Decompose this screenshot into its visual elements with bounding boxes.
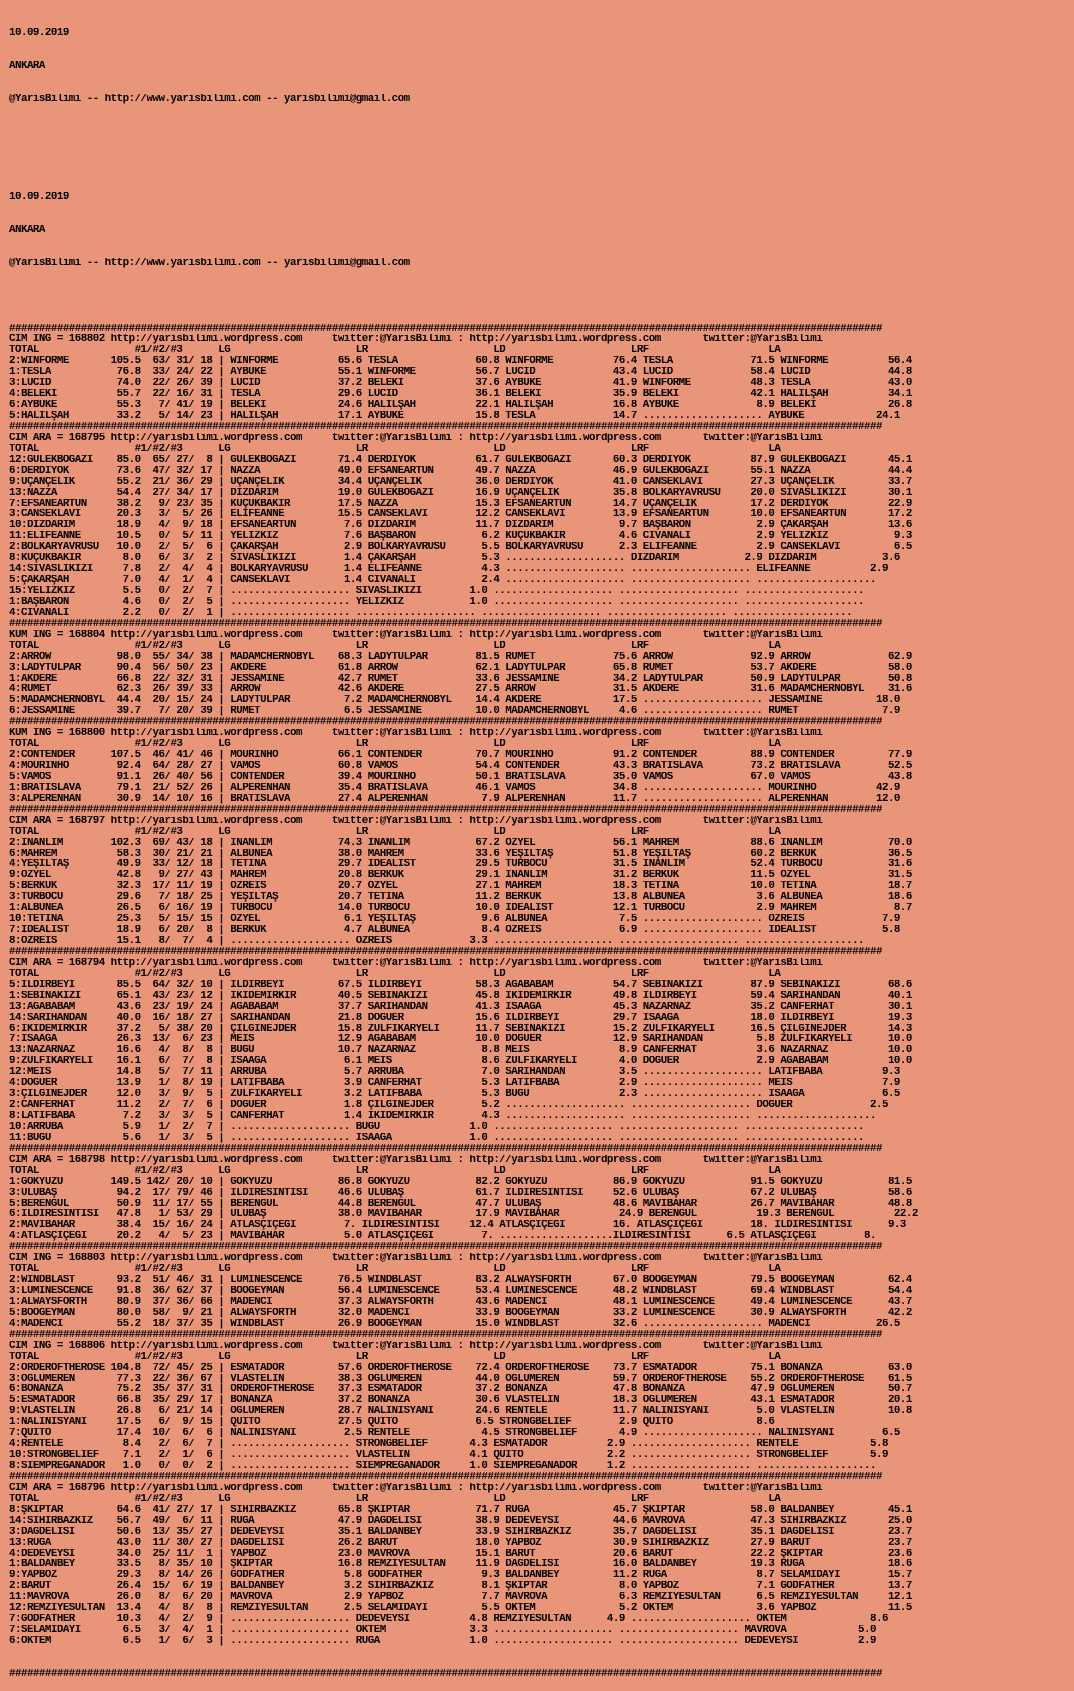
table-row: 8:KUÇUKBAKIR 8.0 6/ 3/ 2 | SİVASLIKIZI 1.4 ÇAKARŞAH 5.3 .................... DİZDARIM 2.9 DİZDARIM 3.6 xyxy=(9,553,900,565)
table-row: 2:CONTENDER 107.5 46/ 41/ 46 | MOURINHO 66.1 CONTENDER 70.7 MOURINHO 91.2 CONTENDER 88.9 CONTENDER 77.9 xyxy=(9,750,912,761)
table-row: 6:MAHREM 58.3 30/ 21/ 21 | ALBUNEA 38.0 MAHREM 33.6 YEŞİLTAŞ 51.8 YEŞİLTAŞ 60.2 BERKUK 36.5 xyxy=(9,848,912,860)
report-date: 10.09.2019 xyxy=(9,27,69,39)
section-separator: ################################################################################################################################################## xyxy=(9,804,882,816)
table-row: 8:ŞKIPTAR 64.6 41/ 27/ 17 | SIHIRBAZKIZ 65.8 ŞKIPTAR 71.7 RUGA 45.7 ŞKIPTAR 58.0 BALDANBEY 45.1 xyxy=(9,1504,912,1516)
table-row: 6:AYBUKE 55.3 7/ 41/ 19 | BELEKİ 24.6 HALILŞAH 22.1 HALILŞAH 16.8 AYBUKE 8.9 BELEKİ 26.8 xyxy=(9,400,912,411)
race-title: CIM ING = 168802 http://yarisbilimi.wordpress.com twitter:@YarisBilimi : http://yarisbilimi.wordpress.com twitter:@YarisBilimi xyxy=(9,334,823,346)
blank-line xyxy=(9,159,918,170)
race-section xyxy=(9,422,918,619)
section-separator: ################################################################################################################################################## xyxy=(9,717,882,729)
table-row: 2:İNANLIM 102.3 69/ 43/ 18 | İNANLIM 74.3 İNANLIM 67.2 ÖZYEL 56.1 MAHREM 88.6 İNANLIM 70.0 xyxy=(9,837,912,849)
report-city: ANKARA xyxy=(9,224,45,236)
table-row: 2:ARROW 98.0 55/ 34/ 38 | MADAMCHERNOBYL 68.3 LADYTULPAR 81.5 RUMET 75.6 ARROW 92.9 ARROW 62.9 xyxy=(9,651,912,663)
table-row: 7:SELAMIDAYI 6.5 3/ 4/ 1 | .................... OKTEM 3.3 .................... .................... MAVROVA 5.0 xyxy=(9,1625,876,1636)
table-row: 4:RUMET 62.3 26/ 39/ 33 | ARROW 42.6 AKDERE 27.5 ARROW 31.5 AKDERE 31.6 MADAMCHERNOBYL 31.6 xyxy=(9,684,912,696)
table-row: 2:WINFORME 105.5 63/ 31/ 18 | WINFORME 65.6 TESLA 60.8 WINFORME 76.4 TESLA 71.5 WINFORME 56.4 xyxy=(9,356,912,368)
race-sections xyxy=(9,324,918,1647)
table-row: 13:RUGA 43.0 11/ 30/ 27 | DAGDELİSİ 26.2 BARUT 18.0 YAPBOZ 30.9 SIHIRBAZKIZ 27.9 BARUT 23.7 xyxy=(9,1537,912,1549)
table-row: 1:BALDANBEY 33.5 8/ 35/ 10 | ŞKIPTAR 16.8 REMZIYESULTAN 11.9 DAGDELİSİ 16.0 BALDANBEY 19.3 RUGA 18.6 xyxy=(9,1559,912,1571)
table-row: 4:YEŞİLTAŞ 49.9 33/ 12/ 18 | TETİNA 29.7 İDEALİST 29.5 TURBOCU 31.5 İNANLIM 52.4 TURBOCU 31.6 xyxy=(9,859,912,871)
table-row: 12:MEİS 14.8 5/ 7/ 11 | ARRUBA 5.7 ARRUBA 7.0 SARIHANDAN 3.5 .................... LATİFBABA 9.3 xyxy=(9,1067,900,1079)
race-section xyxy=(9,324,918,422)
table-row: 10:ARRUBA 5.9 1/ 2/ 7 | .................... BUGU 1.0 .................... .................... .................... xyxy=(9,1121,865,1133)
table-row: 8:LATİFBABA 7.2 3/ 3/ 5 | CANFERHAT 1.4 İKİDEMIRKIR 4.3 .................... .................... .................... xyxy=(9,1111,876,1122)
table-row: 6:İKİDEMIRKIR 37.2 5/ 38/ 20 | ÇILGINEJDER 15.8 ZULFİKARYELİ 11.7 SEBİNAKIZI 15.2 ZULFİKARYELİ 16.5 ÇILGINEJDER 14.3 xyxy=(9,1023,912,1035)
report-city: ANKARA xyxy=(9,60,45,72)
table-row: 10:STRONGBELIEF 7.1 2/ 1/ 6 | .................... VLASTELIN 4.1 QUITO 2.2 .................... STRONGBELIEF 5.9 xyxy=(9,1450,888,1461)
section-separator: ################################################################################################################################################## xyxy=(9,618,882,630)
table-row: 5:BERKUK 32.3 17/ 11/ 19 | ÖZREİS 20.7 ÖZYEL 27.1 MAHREM 18.3 TETİNA 10.0 TETİNA 18.7 xyxy=(9,881,912,893)
table-row: 6:OKTEM 6.5 1/ 6/ 3 | .................... RUGA 1.0 .................... .................... DEDEVEYSİ 2.9 xyxy=(9,1636,876,1647)
table-row: 3:LUCID 74.0 22/ 26/ 39 | LUCID 37.2 BELEKI 37.6 AYBUKE 41.9 WINFORME 48.3 TESLA 43.0 xyxy=(9,378,912,390)
table-row: 4:CİVANALİ 2.2 0/ 2/ 1 | .................... .................... .................... .................... .................... xyxy=(9,607,853,619)
race-title: CIM ARA = 168798 http://yarisbilimi.wordpress.com twitter:@YarisBilimi : http://yarisbilimi.wordpress.com twitter:@YarisBilimi xyxy=(9,1154,823,1166)
section-separator: ################################################################################################################################################## xyxy=(9,1143,882,1155)
table-row: 11:BUGU 5.6 1/ 3/ 5 | .................... İSAAĞA 1.0 .................... .................... .................... xyxy=(9,1132,865,1144)
blank-line xyxy=(9,291,918,302)
race-section xyxy=(9,1144,918,1242)
table-row: 5:ÇAKARŞAH 7.0 4/ 1/ 4 | CANSEKLAVİ 1.4 CİVANALİ 2.4 .................... .................... .................... xyxy=(9,575,876,586)
table-row: 10:DİZDARIM 18.9 4/ 9/ 18 | EFSANEARTUN 7.6 DİZDARIM 11.7 DİZDARIM 9.7 BAŞBARON 2.9 ÇAKARŞAH 13.6 xyxy=(9,520,912,532)
table-row: 1:BRATİSLAVA 79.1 21/ 52/ 26 | ALPERENHAN 35.4 BRATİSLAVA 46.1 VAMOS 34.8 .................... MOURINHO 42.9 xyxy=(9,782,900,794)
race-title: CIM ARA = 168796 http://yarisbilimi.wordpress.com twitter:@YarisBilimi : http://yarisbilimi.wordpress.com twitter:@YarisBilimi xyxy=(9,1482,823,1494)
table-row: 1:ALBUNEA 26.5 6/ 16/ 19 | TURBOCU 14.0 TURBOCU 10.0 İDEALİST 12.1 TURBOCU 2.9 MAHREM 8.7 xyxy=(9,903,912,915)
section-separator: ################################################################################################################################################## xyxy=(9,421,882,433)
race-section xyxy=(9,1242,918,1330)
column-header: TOTAL #1/#2/#3 LG LR LD LRF LA xyxy=(9,345,781,357)
table-row: 5:HALILŞAH 33.2 5/ 14/ 23 | HALILŞAH 17.1 AYBUKE 15.8 TESLA 14.7 .................... AYBUKE 24.1 xyxy=(9,411,900,422)
table-row: 3:ULUBAŞ 94.2 17/ 79/ 46 | ILDIRESİNTİSİ 46.6 ULUBAŞ 61.7 ILDIRESİNTİSİ 52.6 ULUBAŞ 67.2 ULUBAŞ 58.6 xyxy=(9,1187,912,1199)
table-row: 14:SARIHANDAN 40.0 16/ 18/ 27 | SARIHANDAN 21.8 DOGUER 15.6 ILDIRBEYİ 29.7 İSAAĞA 18.0 ILDIRBEYİ 19.3 xyxy=(9,1012,912,1024)
table-row: 11:MAVROVA 26.0 8/ 6/ 20 | MAVROVA 2.9 YAPBOZ 7.7 MAVROVA 6.3 REMZIYESULTAN 6.5 REMZIYESULTAN 12.1 xyxy=(9,1592,912,1604)
table-row: 2:MAVİBAHAR 38.4 15/ 16/ 24 | ATLASÇIÇEĞİ 7. ILDIRESİNTİSİ 12.4 ATLASÇIÇEĞİ 16. ATLASÇIÇEĞİ 18. ILDIRESİNTİSİ 9.3 xyxy=(9,1220,906,1232)
table-row: 5:ESMATADOR 66.8 35/ 29/ 17 | BONANZA 37.2 BONANZA 30.6 VLASTELIN 18.3 OGLUMEREN 43.1 ESMATADOR 20.1 xyxy=(9,1395,912,1407)
table-row: 8:ÖZREİS 15.1 8/ 7/ 4 | .................... ÖZREİS 3.3 .................... .................... .................... xyxy=(9,936,865,947)
table-row: 5:BOOGEYMAN 80.0 58/ 9/ 21 | ALWAYSFORTH 32.0 MADENCİ 33.9 BOOGEYMAN 33.2 LUMINESCENCE 30.9 ALWAYSFORTH 42.2 xyxy=(9,1307,912,1319)
table-row: 1:BAŞBARON 4.6 0/ 2/ 5 | .................... YELİZKIZ 1.0 .................... .................... .................... xyxy=(9,596,865,608)
table-row: 6:JESSAMINE 39.7 7/ 20/ 39 | RUMET 6.5 JESSAMINE 10.0 MADAMCHERNOBYL 4.6 .................... RUMET 7.9 xyxy=(9,706,900,718)
table-row: 2:BOLKARYAVRUSU 10.0 2/ 5/ 6 | ÇAKARŞAH 2.9 BOLKARYAVRUSU 5.5 BOLKARYAVRUSU 2.3 ELİFEANNE 2.9 CANSEKLAVİ 6.5 xyxy=(9,542,912,554)
table-row: 3:CANSEKLAVİ 20.3 3/ 5/ 26 | ELİFEANNE 15.5 CANSEKLAVİ 12.2 CANSEKLAVİ 13.9 EFSANEARTUN 10.0 EFSANEARTUN 17.2 xyxy=(9,509,912,521)
table-row: 13:AGABABAM 43.6 23/ 19/ 24 | AGABABAM 37.7 SARIHANDAN 41.3 İSAAĞA 45.3 NAZARNAZ 35.2 CANFERHAT 30.1 xyxy=(9,1001,912,1013)
report-contact: @YarisBilimi -- http://www.yarisbilimi.com -- yarisbilimi@gmail.com xyxy=(9,93,410,105)
column-header: TOTAL #1/#2/#3 LG LR LD LRF LA xyxy=(9,1264,781,1276)
table-row: 3:TURBOCU 29.6 7/ 18/ 25 | YEŞİLTAŞ 20.7 TETİNA 11.2 BERKUK 13.8 ALBUNEA 3.6 ALBUNEA 18.6 xyxy=(9,892,912,904)
table-row: 11:ELİFEANNE 10.5 0/ 5/ 11 | YELİZKIZ 7.6 BAŞBARON 6.2 KUÇUKBAKIR 4.6 CİVANALİ 2.9 YELİZKIZ 9.3 xyxy=(9,531,912,543)
table-row: 9:YAPBOZ 29.3 8/ 14/ 26 | GODFATHER 5.8 GODFATHER 9.3 BALDANBEY 11.2 RUGA 8.7 SELAMIDAYI 15.7 xyxy=(9,1570,912,1582)
race-section xyxy=(9,619,918,717)
table-row: 3:ALPERENHAN 30.9 14/ 10/ 16 | BRATİSLAVA 27.4 ALPERENHAN 7.9 ALPERENHAN 11.7 .................... ALPERENHAN 12.0 xyxy=(9,793,900,805)
race-title: CIM ING = 168803 http://yarisbilimi.wordpress.com twitter:@YarisBilimi : http://yarisbilimi.wordpress.com twitter:@YarisBilimi xyxy=(9,1253,823,1265)
table-row: 5:MADAMCHERNOBYL 44.4 20/ 15/ 24 | LADYTULPAR 7.2 MADAMCHERNOBYL 14.4 AKDERE 17.5 .................... JESSAMINE 18.0 xyxy=(9,695,900,707)
table-row: 9:UÇANÇELİK 55.2 21/ 36/ 29 | UÇANÇELİK 34.4 UÇANÇELİK 36.0 DERDİYOK 41.0 CANSEKLAVİ 27.3 UÇANÇELİK 33.7 xyxy=(9,476,912,488)
table-row: 10:TETİNA 25.3 5/ 15/ 15 | ÖZYEL 6.1 YEŞİLTAŞ 9.6 ALBUNEA 7.5 .................... ÖZREİS 7.9 xyxy=(9,914,900,926)
column-header: TOTAL #1/#2/#3 LG LR LD LRF LA xyxy=(9,826,781,838)
race-section xyxy=(9,1472,918,1647)
table-row: 4:DEDEVEYSİ 34.0 25/ 11/ 1 | YAPBOZ 23.0 MAVROVA 15.1 BARUT 20.6 BARUT 22.2 ŞKIPTAR 23.6 xyxy=(9,1548,912,1560)
table-row: 14:SİVASLIKIZI 7.8 2/ 4/ 4 | BOLKARYAVRUSU 1.4 ELİFEANNE 4.3 .................... .................... ELİFEANNE 2.9 xyxy=(9,564,888,576)
table-row: 3:LUMINESCENCE 91.8 36/ 62/ 37 | BOOGEYMAN 56.4 LUMINESCENCE 53.4 LUMINESCENCE 48.2 WINDBLAST 69.4 WINDBLAST 54.4 xyxy=(9,1286,912,1297)
table-row: 1:ALWAYSFORTH 80.9 37/ 36/ 66 | MADENCİ 37.3 ALWAYSFORTH 43.6 MADENCİ 48.1 LUMINESCENCE 49.4 LUMINESCENCE 43.7 xyxy=(9,1296,912,1308)
table-row: 2:WINDBLAST 93.2 51/ 46/ 31 | LUMINESCENCE 76.5 WINDBLAST 83.2 ALWAYSFORTH 67.0 BOOGEYMAN 79.5 BOOGEYMAN 62.4 xyxy=(9,1275,912,1286)
table-row: 3:DAGDELİSİ 50.6 13/ 35/ 27 | DEDEVEYSİ 35.1 BALDANBEY 33.9 SIHIRBAZKIZ 35.7 DAGDELİSİ 35.1 DAGDELİSİ 23.7 xyxy=(9,1526,912,1538)
report-date: 10.09.2019 xyxy=(9,192,69,204)
report-contact: @YarisBilimi -- http://www.yarisbilimi.com -- yarisbilimi@gmail.com xyxy=(9,257,410,269)
table-row: 2:ORDEROFTHEROSE 104.8 72/ 45/ 25 | ESMATADOR 57.6 ORDEROFTHEROSE 72.4 ORDEROFTHEROSE 73.7 ESMATADOR 75.1 BONANZA 63.0 xyxy=(9,1362,912,1374)
race-section xyxy=(9,717,918,805)
table-row: 4:MADENCİ 55.2 18/ 37/ 35 | WINDBLAST 26.9 BOOGEYMAN 15.0 WINDBLAST 32.6 .................... MADENCİ 26.5 xyxy=(9,1318,900,1330)
table-row: 4:BELEKİ 55.7 22/ 16/ 31 | TESLA 29.6 LUCID 36.1 BELEKİ 35.9 BELEKİ 42.1 HALILŞAH 34.1 xyxy=(9,389,912,401)
table-row: 14:SIHIRBAZKIZ 56.7 49/ 6/ 11 | RUGA 47.9 DAGDELİSİ 38.9 DEDEVEYSİ 44.6 MAVROVA 47.3 SIHIRBAZKIZ 25.0 xyxy=(9,1515,912,1527)
section-separator: ################################################################################################################################################## xyxy=(9,946,882,958)
column-header: TOTAL #1/#2/#3 LG LR LD LRF LA xyxy=(9,443,781,455)
table-row: 2:CANFERHAT 11.2 2/ 7/ 6 | DOGUER 1.8 ÇILGINEJDER 5.2 .................... .................... DOGUER 2.5 xyxy=(9,1100,888,1111)
table-row: 4:MOURINHO 92.4 64/ 28/ 27 | VAMOS 60.8 VAMOS 54.4 CONTENDER 43.3 BRATİSLAVA 73.2 BRATİSLAVA 52.5 xyxy=(9,761,912,772)
table-row: 2:BARUT 26.4 15/ 6/ 19 | BALDANBEY 3.2 SIHIRBAZKIZ 8.1 ŞKIPTAR 8.0 YAPBOZ 7.1 GODFATHER 13.7 xyxy=(9,1581,912,1593)
table-row: 7:İSAAĞA 26.3 13/ 6/ 23 | MEİS 12.9 AGABABAM 10.0 DOGUER 12.9 SARIHANDAN 5.8 ZULFİKARYELİ 10.0 xyxy=(9,1034,912,1046)
column-header: TOTAL #1/#2/#3 LG LR LD LRF LA xyxy=(9,1351,781,1363)
section-separator: ################################################################################################################################################## xyxy=(9,1668,882,1680)
race-section xyxy=(9,805,918,947)
section-separator: ################################################################################################################################################## xyxy=(9,1329,882,1341)
race-title: CIM ING = 168806 http://yarisbilimi.wordpress.com twitter:@YarisBilimi : http://yarisbilimi.wordpress.com twitter:@YarisBilimi xyxy=(9,1340,823,1352)
table-row: 13:NAZARNAZ 16.6 4/ 8/ 8 | BUGU 10.7 NAZARNAZ 8.8 MEİS 8.9 CANFERHAT 3.6 NAZARNAZ 10.0 xyxy=(9,1045,912,1057)
table-row: 1:GÖKYÜZÜ 149.5 142/ 20/ 10 | GÖKYÜZÜ 86.8 GÖKYÜZÜ 82.2 GÖKYÜZÜ 86.9 GÖKYÜZÜ 91.5 GÖKYÜZÜ 81.5 xyxy=(9,1176,912,1188)
table-row: 3:ÇILGINEJDER 12.0 3/ 9/ 5 | ZULFİKARYELİ 3.2 LATİFBABA 5.3 BUGU 2.3 .................... İSAAĞA 6.5 xyxy=(9,1089,900,1101)
table-row: 9:ZULFİKARYELİ 16.1 6/ 7/ 8 | İSAAĞA 6.1 MEİS 8.6 ZULFİKARYELİ 4.0 DOGUER 2.9 AGABABAM 10.0 xyxy=(9,1056,912,1068)
report-document xyxy=(9,6,918,1691)
table-row: 7:QUITO 17.4 10/ 6/ 6 | NALINISYANI 2.5 RENTELE 4.5 STRONGBELIEF 4.9 .................... NALINISYANI 6.5 xyxy=(9,1428,900,1440)
race-title: KUM ING = 168800 http://yarisbilimi.wordpress.com twitter:@YarisBilimi : http://yarisbilimi.wordpress.com twitter:@YarisBilimi xyxy=(9,728,823,740)
section-separator: ################################################################################################################################################## xyxy=(9,323,882,335)
table-row: 7:İDEALİST 18.9 6/ 20/ 8 | BERKUK 4.7 ALBUNEA 8.4 ÖZREİS 6.9 .................... İDEALİST 5.8 xyxy=(9,925,900,936)
table-row: 9:VLASTELIN 26.8 6/ 21/ 14 | OGLUMEREN 28.7 NALINISYANI 24.6 RENTELE 11.7 NALINISYANI 5.0 VLASTELIN 10.8 xyxy=(9,1406,912,1418)
table-row: 6:BONANZA 75.2 35/ 37/ 31 | ORDEROFTHEROSE 37.3 ESMATADOR 37.2 BONANZA 47.8 BONANZA 47.9 OGLUMEREN 50.7 xyxy=(9,1384,912,1396)
table-row: 4:RENTELE 8.4 2/ 6/ 7 | .................... STRONGBELIEF 4.3 ESMATADOR 2.9 .................... RENTELE 5.8 xyxy=(9,1439,888,1451)
column-header: TOTAL #1/#2/#3 LG LR LD LRF LA xyxy=(9,739,781,751)
race-title: CIM ARA = 168795 http://yarisbilimi.wordpress.com twitter:@YarisBilimi : http://yarisbilimi.wordpress.com twitter:@YarisBilimi xyxy=(9,432,823,444)
table-row: 1:AKDERE 66.8 22/ 32/ 31 | JESSAMINE 42.7 RUMET 33.6 JESSAMINE 34.2 LADYTULPAR 50.9 LADYTULPAR 50.8 xyxy=(9,673,912,685)
table-row: 8:SIEMPREGANADOR 1.0 0/ 0/ 2 | .................... SIEMPREGANADOR 1.0 SIEMPREGANADOR 1.2 .................... .................... xyxy=(9,1461,876,1472)
table-row: 5:ILDIRBEYİ 85.5 64/ 32/ 10 | ILDIRBEYİ 67.5 ILDIRBEYİ 58.3 AGABABAM 54.7 SEBİNAKIZI 87.9 SEBİNAKIZI 68.6 xyxy=(9,979,912,991)
race-title: CIM ARA = 168794 http://yarisbilimi.wordpress.com twitter:@YarisBilimi : http://yarisbilimi.wordpress.com twitter:@YarisBilimi xyxy=(9,957,823,969)
column-header: TOTAL #1/#2/#3 LG LR LD LRF LA xyxy=(9,1165,781,1177)
race-section xyxy=(9,947,918,1144)
table-row: 13:NAZZA 54.4 27/ 34/ 17 | DİZDARIM 19.0 GULEKBOĞAZI 16.9 UÇANÇELİK 35.8 BOLKARYAVRUSU 20.0 SİVASLIKIZI 30.1 xyxy=(9,487,912,499)
table-row: 1:TESLA 76.8 33/ 24/ 22 | AYBUKE 55.1 WINFORME 56.7 LUCID 43.4 LUCID 58.4 LUCID 44.8 xyxy=(9,367,912,379)
section-separator: ################################################################################################################################################## xyxy=(9,1471,882,1483)
table-row: 4:DOGUER 13.9 1/ 8/ 19 | LATİFBABA 3.9 CANFERHAT 5.3 LATİFBABA 2.9 .................... MEİS 7.9 xyxy=(9,1078,900,1090)
blank-line xyxy=(9,126,918,137)
table-row: 7:GODFATHER 10.3 4/ 2/ 9 | .................... DEDEVEYSİ 4.8 REMZIYESULTAN 4.9 .................... OKTEM 8.6 xyxy=(9,1614,888,1626)
table-row: 7:EFSANEARTUN 38.2 9/ 23/ 35 | KUÇUKBAKIR 17.5 NAZZA 15.3 EFSANEARTUN 14.7 UÇANÇELİK 17.2 DERDİYOK 22.9 xyxy=(9,498,912,510)
table-row: 3:OGLUMEREN 77.3 22/ 36/ 67 | VLASTELIN 38.3 OGLUMEREN 44.0 OGLUMEREN 59.7 ORDEROFTHEROSE 55.2 ORDEROFTHEROSE 61.5 xyxy=(9,1373,912,1385)
table-row: 1:SEBİNAKIZI 65.1 43/ 23/ 12 | İKİDEMIRKIR 40.5 SEBİNAKIZI 45.8 İKİDEMIRKIR 49.8 ILDIRBEYİ 59.4 SARIHANDAN 40.1 xyxy=(9,990,912,1002)
table-row: 9:ÖZYEL 42.8 9/ 27/ 43 | MAHREM 20.8 BERKUK 29.1 İNANLIM 31.2 BERKUK 11.5 ÖZYEL 31.5 xyxy=(9,870,912,882)
race-title: CIM ARA = 168797 http://yarisbilimi.wordpress.com twitter:@YarisBilimi : http://yarisbilimi.wordpress.com twitter:@YarisBilimi xyxy=(9,815,823,827)
table-row: 1:NALINISYANI 17.5 6/ 9/ 15 | QUITO 27.5 QUITO 6.5 STRONGBELIEF 2.9 QUITO 8.6 xyxy=(9,1417,775,1429)
table-row: 3:LADYTULPAR 90.4 56/ 50/ 23 | AKDERE 61.8 ARROW 62.1 LADYTULPAR 65.8 RUMET 53.7 AKDERE 58.0 xyxy=(9,662,912,674)
race-section xyxy=(9,1330,918,1472)
table-row: 15:YELİZKIZ 5.5 0/ 2/ 7 | .................... SİVASLIKIZI 1.0 .................... .................... .................... xyxy=(9,586,865,597)
column-header: TOTAL #1/#2/#3 LG LR LD LRF LA xyxy=(9,968,781,980)
section-separator: ################################################################################################################################################## xyxy=(9,1242,882,1254)
table-row: 6:DERDİYOK 73.6 47/ 32/ 17 | NAZZA 49.0 EFSANEARTUN 49.7 NAZZA 46.9 GULEKBOĞAZI 55.1 NAZZA 44.4 xyxy=(9,465,912,477)
race-title: KUM ING = 168804 http://yarisbilimi.wordpress.com twitter:@YarisBilimi : http://yarisbilimi.wordpress.com twitter:@YarisBilimi xyxy=(9,629,823,641)
column-header: TOTAL #1/#2/#3 LG LR LD LRF LA xyxy=(9,1493,781,1505)
table-row: 5:VAMOS 91.1 26/ 40/ 56 | CONTENDER 39.4 MOURINHO 50.1 BRATİSLAVA 35.0 VAMOS 67.0 VAMOS 43.8 xyxy=(9,771,912,783)
table-row: 12:REMZIYESULTAN 13.4 4/ 8/ 8 | REMZIYESULTAN 2.5 SELAMIDAYI 5.5 OKTEM 5.2 OKTEM 3.6 YAPBOZ 11.5 xyxy=(9,1603,912,1615)
table-row: 6:ILDIRESİNTİSİ 47.8 1/ 53/ 29 | ULUBAŞ 38.0 MAVİBAHAR 17.9 MAVİBAHAR 24.9 BERENGUL 19.3 BERENGUL 22.2 xyxy=(9,1209,918,1221)
column-header: TOTAL #1/#2/#3 LG LR LD LRF LA xyxy=(9,640,781,652)
table-row: 4:ATLASÇIÇEĞİ 20.2 4/ 5/ 23 | MAVİBAHAR 5.0 ATLASÇIÇEĞİ 7. ...................ILDIRESİNTİSİ 6.5 ATLASÇIÇEĞİ 8. xyxy=(9,1231,876,1243)
table-row: 12:GULEKBOĞAZI 85.0 65/ 27/ 8 | GULEKBOĞAZI 71.4 DERDİYOK 61.7 GULEKBOĞAZI 60.3 DERDİYOK 87.9 GULEKBOĞAZI 45.1 xyxy=(9,454,912,466)
table-row: 5:BERENGUL 50.9 11/ 17/ 55 | BERENGUL 44.8 BERENGUL 47.7 ULUBAŞ 48.6 MAVİBAHAR 26.7 MAVİBAHAR 48.8 xyxy=(9,1198,912,1210)
